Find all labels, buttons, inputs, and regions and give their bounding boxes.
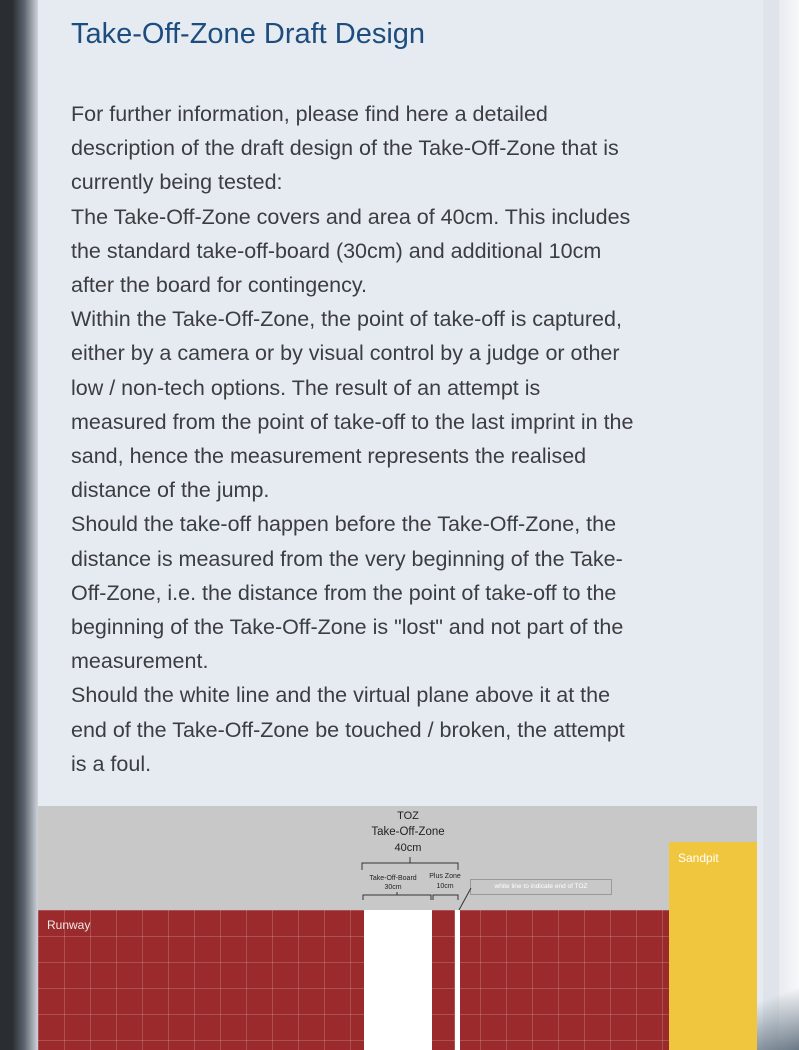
body-line: either by a camera or by visual control by a judge or other <box>71 341 620 366</box>
toz-abbr-label: TOZ <box>397 810 419 822</box>
body-line: beginning of the Take-Off-Zone is "lost" and not part of the <box>71 615 624 640</box>
body-line: Off-Zone, i.e. the distance from the point of take-off to the <box>71 580 617 605</box>
body-line: distance of the jump. <box>71 478 270 503</box>
toz-length-label: 40cm <box>394 842 422 854</box>
body-line: Within the Take-Off-Zone, the point of take-off is captured, <box>71 307 622 332</box>
article-title: Take-Off-Zone Draft Design <box>71 18 426 50</box>
body-line: distance is measured from the very beginning of the Take- <box>71 546 623 571</box>
body-line: is a foul. <box>71 751 152 776</box>
body-line: For further information, please find here a detailed <box>71 102 548 126</box>
body-line: after the board for contingency. <box>71 273 368 298</box>
body-line: measured from the point of take-off to the last imprint in the <box>71 409 634 434</box>
sandpit-label: Sandpit <box>678 851 719 865</box>
body-line: measurement. <box>71 649 209 674</box>
plus-zone-length-label: 10cm <box>436 883 454 890</box>
board-length-label: 30cm <box>384 884 402 891</box>
toz-bracket <box>362 857 458 870</box>
article-body <box>71 97 731 781</box>
body-line: description of the draft design of the Take-Off-Zone that is <box>71 136 619 161</box>
device-edge-left <box>0 0 40 1050</box>
board-label: Take-Off-Board <box>369 875 417 882</box>
plus-zone-label: Plus Zone <box>429 873 461 880</box>
body-line: the standard take-off-board (30cm) and additional 10cm <box>71 238 602 263</box>
body-line: sand, hence the measurement represents the realised <box>71 444 587 469</box>
body-line: Should the take-off happen before the Take-Off-Zone, the <box>71 512 617 537</box>
white-line-pointer <box>459 888 471 910</box>
body-line: The Take-Off-Zone covers and area of 40cm. This includes <box>71 204 631 229</box>
board-bracket <box>363 892 431 900</box>
body-line: end of the Take-Off-Zone be touched / broken, the attempt <box>71 717 625 742</box>
toz-name-label: Take-Off-Zone <box>371 826 445 838</box>
device-edge-right <box>779 0 799 1050</box>
white-line-note: white line to indicate end of TOZ <box>470 879 612 895</box>
body-line: Should the white line and the virtual plane above it at the <box>71 683 611 708</box>
runway-label: Runway <box>47 918 91 932</box>
body-line: low / non-tech options. The result of an attempt is <box>71 375 541 400</box>
plus-zone-bracket <box>433 895 458 900</box>
take-off-zone-diagram <box>38 806 757 1050</box>
body-line: currently being tested: <box>71 170 283 195</box>
dimension-brackets <box>38 806 757 1050</box>
